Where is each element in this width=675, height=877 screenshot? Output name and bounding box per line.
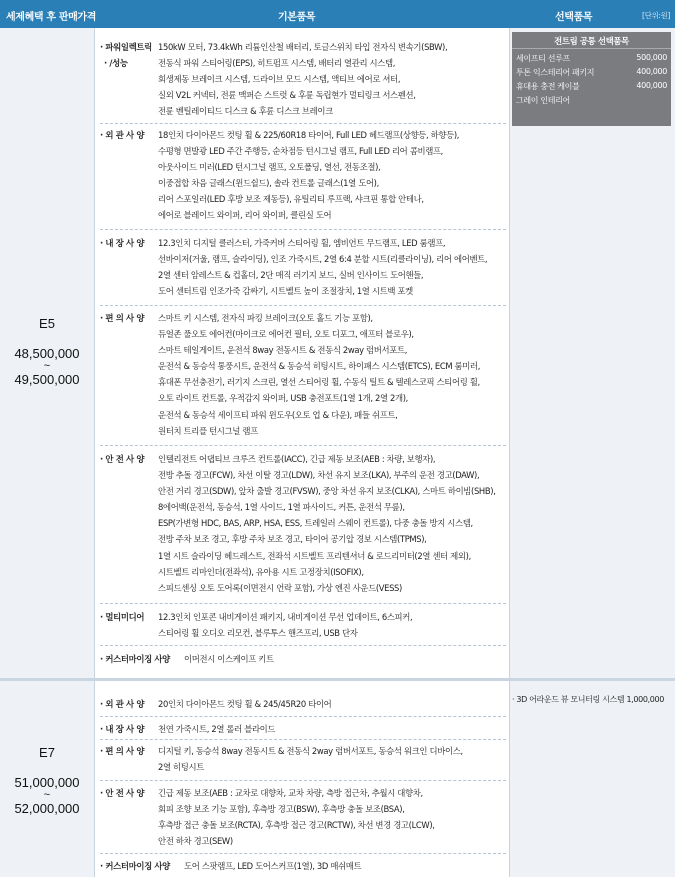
spec-line: 12.3인치 인포콘 내비게이션 패키지, 내비게이션 무선 업데이트, 6스피커, [158, 612, 413, 622]
spec-line: 인텔리전트 어댑티브 크루즈 컨트롤(IACC), 긴급 제동 보조(AEB : 차량, 보행자), [158, 454, 436, 464]
price-range-tilde: ~ [43, 789, 51, 801]
spec-line: 회생제동 브레이크 시스템, 드라이브 모드 시스템, 액티브 에어로 셔터, [158, 74, 401, 85]
option-price: 400,000 [636, 67, 667, 76]
spec-line: 18인치 다이아몬드 컷팅 휠 & 225/60R18 타이어, Full LED 헤드램프(상향등, 하향등), [158, 130, 460, 140]
spec-line: 듀얼존 풀오토 에어컨(마이크로 에어컨 필터, 오토 디포그, 애프터 블로우), [158, 329, 414, 340]
spec-line: 2열 센터 암레스트 & 컵홀더, 2단 매직 러기지 보드, 실버 인사이드 도어핸들, [158, 270, 424, 281]
spec-category: · 안 전 사 양 [100, 451, 144, 467]
spec-category: · 외 관 사 양 [100, 696, 144, 712]
spec-line: 실외 V2L 커넥터, 전륜 맥퍼슨 스트럿 & 후륜 독립현가 멀티링크 서스펜션, [158, 90, 416, 101]
spec-line: 1열 시트 슬라이딩 헤드레스트, 전좌석 시트벨트 프리텐셔너 & 로드리미터(2열 센터 제외), [158, 550, 471, 561]
spec-category: · 안 전 사 양 [100, 785, 144, 801]
option-name: 휴대용 충전 케이블 [516, 82, 580, 91]
spec-line: 12.3인치 디지털 클러스터, 가죽커버 스티어링 휠, 엠비언트 무드램프, LED 룸램프, [158, 238, 446, 248]
option-name: 세이프티 선루프 [516, 54, 570, 63]
spec-line: 휴대폰 무선충전기, 러기지 스크린, 열선 스티어링 휠, 수동식 틸트 & 텔레스코픽 스티어링 휠, [158, 377, 480, 388]
option-price: 500,000 [636, 53, 667, 62]
spec-line: 운전석 & 동승석 통풍시트, 운전석 & 동승석 히팅시트, 하이패스 시스템(ETCS), ECM 룸미러, [158, 361, 481, 372]
spec-line: 오토 라이트 컨트롤, 우적감지 와이퍼, USB 충전포트(1열 1개, 2열 2개), [158, 393, 408, 404]
header-option-items: 선택품목 [555, 12, 593, 23]
spec-line: 아웃사이드 미러(LED 턴시그널 램프, 오토폴딩, 열선, 전동조절), [158, 162, 381, 173]
spec-line: 디지털 키, 동승석 8way 전동시트 & 전동식 2way 럼버서포트, 동승석 워크인 디바이스, [158, 746, 463, 756]
trim-e5-cell [0, 28, 95, 678]
trim-price-high: 49,500,000 [14, 372, 80, 387]
option-name: 투톤 익스테리어 패키지 [516, 68, 595, 77]
spec-line: 회피 조향 보조 기능 포함), 후측방 경고(BSW), 후측방 충돌 보조(BSA), [158, 804, 405, 815]
option-price: 400,000 [636, 81, 667, 90]
spec-line: 스피드센싱 오토 도어록(이면전시 언락 포함), 가상 엔진 사운드(VESS) [158, 582, 402, 593]
spec-line: 8에어백(운전석, 동승석, 1열 사이드, 1열 파사이드, 커튼, 운전석 무릎), [158, 502, 405, 513]
trim-e7-cell [0, 681, 95, 877]
spec-line: 운전석 & 동승석 세이프티 파워 윈도우(오토 업 & 다운), 패들 쉬프트, [158, 409, 398, 420]
spec-line: 전방 추돌 경고(FCW), 차선 이탈 경고(LDW), 차선 유지 보조(LKA), 부주의 운전 경고(DAW), [158, 470, 480, 481]
spec-category: · 커스터마이징 사양 [100, 651, 170, 667]
spec-line: 전동식 파워 스티어링(EPS), 히트펌프 시스템, 배터리 열관리 시스템, [158, 58, 396, 69]
spec-line: 안전 하차 경고(SEW) [158, 836, 233, 847]
spec-category: · 파워일렉트릭 [100, 39, 152, 55]
spec-category: · 커스터마이징 사양 [100, 858, 170, 874]
spec-line: 안전 거리 경고(SDW), 앞차 출발 경고(FVSW), 중앙 차선 유지 보조(CLKA), 스마트 하이빔(SHB), [158, 486, 496, 497]
header-trim-price: 세제혜택 후 판매가격 [6, 12, 97, 23]
spec-line: ESP(가변형 HDC, BAS, ARP, HSA, ESS, 트레일러 스웨이 컨트롤), 다중 충돌 방지 시스템, [158, 518, 473, 529]
e7-option-item: · 3D 어라운드 뷰 모니터링 시스템 1,000,000 [512, 694, 675, 705]
spec-line: 긴급 제동 보조(AEB : 교차로 대향차, 교차 차량, 측방 접근차, 추월시 대향차, [158, 788, 423, 798]
spec-line: 150kW 모터, 73.4kWh 리튬인산철 배터리, 토글스위치 타입 전자식 변속기(SBW), [158, 42, 448, 52]
price-range-tilde: ~ [43, 360, 51, 372]
spec-line: 스티어링 휠 오디오 리모컨, 블루투스 핸즈프리, USB 단자 [158, 628, 358, 639]
trim-name: E7 [39, 745, 55, 760]
spec-category: · 외 관 사 양 [100, 127, 144, 143]
options-column-e7 [509, 681, 675, 877]
spec-line: 2열 히팅시트 [158, 762, 204, 773]
spec-line: 선바이저(거울, 램프, 슬라이딩), 인조 가죽시트, 2열 6:4 분할 시트(리클라이닝), 리어 에어벤트, [158, 254, 488, 265]
spec-line: 시트벨트 리마인더(전좌석), 유아용 시트 고정장치(ISOFIX), [158, 566, 364, 577]
spec-line: 천연 가죽시트, 2열 롤러 블라이드 [158, 724, 276, 734]
spec-category: · 편 의 사 양 [100, 310, 144, 326]
header-basic-items: 기본품목 [278, 12, 316, 23]
spec-line: 도어 센터트림 인조가죽 감싸기, 시트벨트 높이 조절장치, 1열 시트백 포켓 [158, 286, 413, 297]
package-title: 전트림 공통 선택품목 [554, 36, 629, 46]
table-header [0, 0, 675, 28]
spec-category: · 내 장 사 양 [100, 235, 144, 251]
spec-line: 20인치 다이아몬드 컷팅 휠 & 245/45R20 타이어 [158, 699, 332, 709]
option-name: 그레이 인테리어 [516, 96, 570, 105]
spec-line: 원터치 트리플 턴시그널 램프 [158, 425, 258, 436]
header-unit: [단위:원] [642, 11, 671, 20]
trim-name: E5 [39, 316, 55, 331]
spec-line: 전륜 벤틸레이티드 디스크 & 후륜 디스크 브레이크 [158, 106, 333, 117]
spec-line: 이중접합 차음 글래스(윈드쉴드), 솔라 컨트롤 글래스(1열 도어), [158, 178, 379, 189]
spec-line: 수평형 면발광 LED 주간 주행등, 순차점등 턴시그널 램프, Full LED 리어 콤비램프, [158, 146, 443, 157]
spec-category-sub: · /성능 [104, 55, 128, 71]
spec-line: 스마트 키 시스템, 전자식 파킹 브레이크(오토 홀드 기능 포함), [158, 313, 373, 323]
spec-category: · 멀티미디어 [100, 609, 144, 625]
trim-price-low: 51,000,000 [14, 775, 80, 790]
spec-line: 에어로 블레이드 와이퍼, 리어 와이퍼, 클린실 도어 [158, 210, 332, 221]
spec-category: · 편 의 사 양 [100, 743, 144, 759]
spec-category: · 내 장 사 양 [100, 721, 144, 737]
trim-price-high: 52,000,000 [14, 801, 80, 816]
spec-line: 도어 스팟램프, LED 도어스커프(1열), 3D 매쉬매트 [184, 861, 362, 871]
spec-line: 이머전시 이스케이프 키트 [184, 654, 274, 664]
spec-line: 후측방 접근 충돌 보조(RCTA), 후측방 접근 경고(RCTW), 차선 변경 경고(LCW), [158, 820, 435, 831]
spec-line: 전방 주차 보조 경고, 후방 주차 보조 경고, 타이어 공기압 경보 시스템(TPMS), [158, 534, 427, 545]
spec-line: 스마트 테일게이트, 운전석 8way 전동시트 & 전동식 2way 럼버서포트, [158, 345, 408, 356]
trim-price-low: 48,500,000 [14, 346, 80, 361]
common-options-package [512, 32, 671, 126]
spec-line: 리어 스포일러(LED 후방 보조 제동등), 유틸리티 루프랙, 샤크핀 통합 안테나, [158, 194, 424, 205]
